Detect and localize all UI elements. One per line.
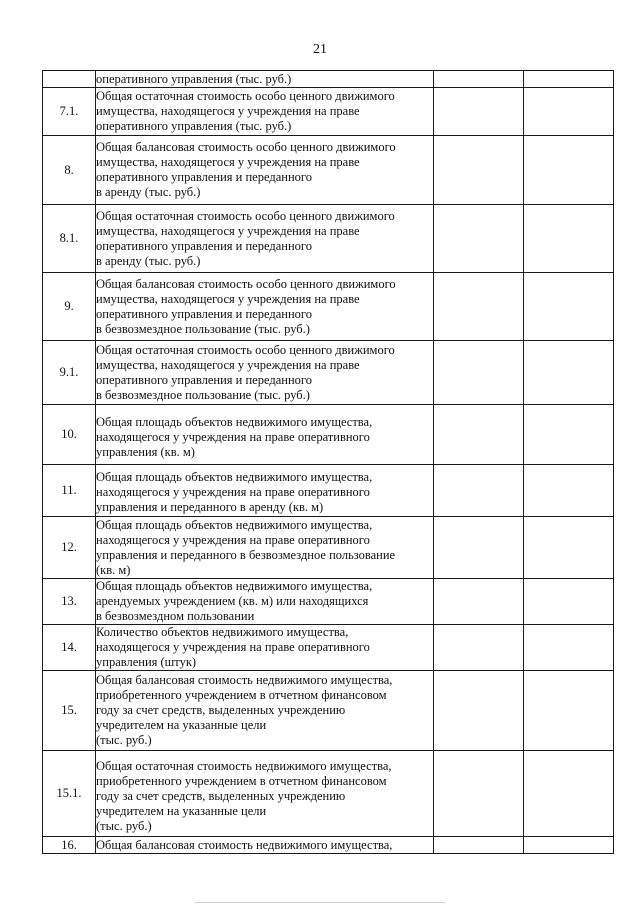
table-row <box>43 136 614 205</box>
value-cell <box>524 837 614 854</box>
value-cell <box>434 205 524 273</box>
row-number: 7.1. <box>43 88 96 136</box>
table-row <box>43 625 614 671</box>
value-cell <box>434 405 524 465</box>
table-row <box>43 579 614 625</box>
table-row <box>43 517 614 579</box>
row-description: Общая площадь объектов недвижимого имущества, находящегося у учреждения на праве оперативного управления и переданного в аренду (кв. м) <box>96 465 434 517</box>
table-row <box>43 273 614 341</box>
row-number: 13. <box>43 579 96 625</box>
row-description: Общая остаточная стоимость особо ценного движимого имущества, находящегося у учреждения на праве оперативного управления и переданного в безвозмездное пользование (тыс. руб.) <box>96 341 434 405</box>
row-number: 9.1. <box>43 341 96 405</box>
row-description: Общая остаточная стоимость особо ценного движимого имущества, находящегося у учреждения на праве оперативного управления и переданного в аренду (тыс. руб.) <box>96 205 434 273</box>
value-cell <box>434 71 524 88</box>
value-cell <box>524 136 614 205</box>
row-number: 15. <box>43 671 96 751</box>
table-row <box>43 837 614 854</box>
value-cell <box>434 625 524 671</box>
row-description: Общая площадь объектов недвижимого имущества, находящегося у учреждения на праве оперативного управления и переданного в безвозмездное пользование (кв. м) <box>96 517 434 579</box>
row-number: 10. <box>43 405 96 465</box>
row-number: 9. <box>43 273 96 341</box>
table-row <box>43 88 614 136</box>
value-cell <box>524 625 614 671</box>
row-description: Общая балансовая стоимость недвижимого имущества, <box>96 837 434 854</box>
scan-bottom-line <box>195 902 445 903</box>
value-cell <box>524 273 614 341</box>
row-number: 12. <box>43 517 96 579</box>
value-cell <box>434 465 524 517</box>
row-description: Общая балансовая стоимость особо ценного движимого имущества, находящегося у учреждения на праве оперативного управления и переданного в безвозмездное пользование (тыс. руб.) <box>96 273 434 341</box>
row-number: 8. <box>43 136 96 205</box>
value-cell <box>524 579 614 625</box>
value-cell <box>524 751 614 837</box>
value-cell <box>434 517 524 579</box>
table-row <box>43 205 614 273</box>
row-number: 11. <box>43 465 96 517</box>
row-number: 15.1. <box>43 751 96 837</box>
value-cell <box>434 273 524 341</box>
row-description: Общая остаточная стоимость особо ценного движимого имущества, находящегося у учреждения на праве оперативного управления (тыс. руб.) <box>96 88 434 136</box>
row-number: 8.1. <box>43 205 96 273</box>
value-cell <box>524 71 614 88</box>
value-cell <box>434 341 524 405</box>
row-description: Общая площадь объектов недвижимого имущества, арендуемых учреждением (кв. м) или находящихся в безвозмездном пользовании <box>96 579 434 625</box>
value-cell <box>524 517 614 579</box>
row-description: оперативного управления (тыс. руб.) <box>96 71 434 88</box>
value-cell <box>524 405 614 465</box>
row-number: 16. <box>43 837 96 854</box>
row-number <box>43 71 96 88</box>
row-description: Общая балансовая стоимость недвижимого имущества, приобретенного учреждением в отчетном финансовом году за счет средств, выделенных учреждению учредителем на указанные цели (тыс. руб.) <box>96 671 434 751</box>
value-cell <box>434 579 524 625</box>
row-description: Общая остаточная стоимость недвижимого имущества, приобретенного учреждением в отчетном финансовом году за счет средств, выделенных учреждению учредителем на указанные цели (тыс. руб.) <box>96 751 434 837</box>
table-row <box>43 671 614 751</box>
value-cell <box>434 837 524 854</box>
table-row <box>43 465 614 517</box>
value-cell <box>434 88 524 136</box>
property-report-table <box>42 70 614 854</box>
value-cell <box>524 341 614 405</box>
row-description: Общая балансовая стоимость особо ценного движимого имущества, находящегося у учреждения на праве оперативного управления и переданного в аренду (тыс. руб.) <box>96 136 434 205</box>
page-number: 21 <box>313 42 327 57</box>
row-description: Общая площадь объектов недвижимого имущества, находящегося у учреждения на праве оперативного управления (кв. м) <box>96 405 434 465</box>
value-cell <box>524 88 614 136</box>
row-number: 14. <box>43 625 96 671</box>
value-cell <box>524 465 614 517</box>
table-row <box>43 751 614 837</box>
value-cell <box>524 671 614 751</box>
table-row <box>43 405 614 465</box>
table-row <box>43 71 614 88</box>
value-cell <box>434 136 524 205</box>
value-cell <box>434 751 524 837</box>
value-cell <box>524 205 614 273</box>
value-cell <box>434 671 524 751</box>
row-description: Количество объектов недвижимого имущества, находящегося у учреждения на праве оперативного управления (штук) <box>96 625 434 671</box>
table-row <box>43 341 614 405</box>
